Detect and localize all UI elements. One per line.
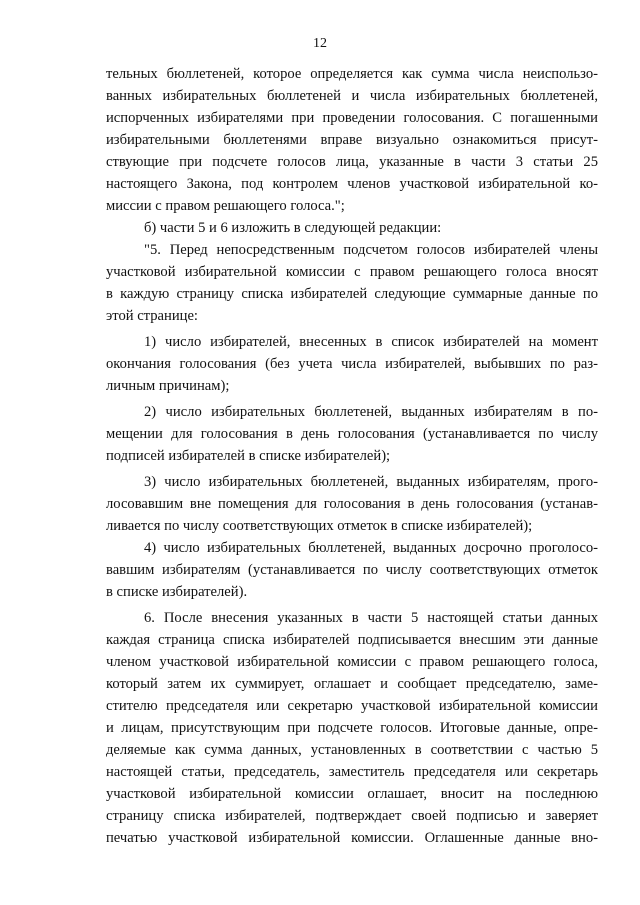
- text-line: миссии с правом решающего голоса.";: [106, 198, 345, 214]
- text-line: и лицам, присутствующим при подсчете голосов. Итоговые данные, опре-: [106, 720, 598, 736]
- text-line: тельных бюллетеней, которое определяется как сумма числа неиспользо-: [106, 66, 598, 82]
- text-line: избирательными бюллетенями вправе визуально ознакомиться присут-: [106, 132, 598, 148]
- text-line: настоящего Закона, под контролем членов участковой избирательной ко-: [106, 176, 598, 192]
- text-line: ливается по числу соответствующих отметок в списке избирателей);: [106, 518, 533, 534]
- text-line: участковой избирательной комиссии оглашает, вносит на последнюю: [106, 786, 598, 802]
- text-line: 2) число избирательных бюллетеней, выданных избирателям в по-: [144, 404, 598, 420]
- text-line: деляемые как сумма данных, установленных в соответствии с частью 5: [106, 742, 598, 758]
- text-line: 3) число избирательных бюллетеней, выданных избирателям, прого-: [144, 474, 598, 490]
- text-line: окончания голосования (без учета числа избирателей, выбывших по раз-: [106, 356, 598, 372]
- text-line: ванных избирательных бюллетеней и числа избирательных бюллетеней,: [106, 88, 598, 104]
- text-line: в списке избирателей).: [106, 584, 248, 600]
- text-line: этой странице:: [106, 308, 198, 324]
- text-line: личным причинам);: [106, 378, 230, 394]
- text-line: ствующие при подсчете голосов лица, указанные в части 3 статьи 25: [106, 154, 598, 170]
- text-line: членом участковой избирательной комиссии с правом решающего голоса,: [106, 654, 598, 670]
- text-line: 1) число избирателей, внесенных в список избирателей на момент: [144, 334, 598, 350]
- text-line: который затем их суммирует, оглашает и сообщает председателю, заме-: [106, 676, 598, 692]
- text-line: участковой избирательной комиссии с правом решающего голоса вносят: [106, 264, 598, 280]
- text-line: страницу списка избирателей, подтверждает своей подписью и заверяет: [106, 808, 598, 824]
- text-line: каждая страница списка избирателей подписывается внесшим эти данные: [106, 632, 598, 648]
- text-line: 4) число избирательных бюллетеней, выданных досрочно проголосо-: [144, 540, 598, 556]
- text-line: подписей избирателей в списке избирателей);: [106, 448, 391, 464]
- page-number: 12: [313, 36, 327, 51]
- text-line: б) части 5 и 6 изложить в следующей редакции:: [144, 220, 442, 236]
- text-line: стителю председателя или секретарю участковой избирательной комиссии: [106, 698, 598, 714]
- text-line: 6. После внесения указанных в части 5 настоящей статьи данных: [144, 610, 598, 626]
- text-line: настоящей статьи, председатель, заместитель председателя или секретарь: [106, 764, 598, 780]
- text-line: в каждую страницу списка избирателей следующие суммарные данные по: [106, 286, 598, 302]
- text-line: печатью участковой избирательной комиссии. Оглашенные данные вно-: [106, 830, 598, 846]
- text-line: лосовавшим вне помещения для голосования в день голосования (устанав-: [106, 496, 598, 512]
- text-line: мещении для голосования в день голосования (устанавливается по числу: [106, 426, 598, 442]
- text-line: "5. Перед непосредственным подсчетом голосов избирателей члены: [144, 242, 598, 258]
- text-line: испорченных избирателями при проведении голосования. С погашенными: [106, 110, 598, 126]
- text-line: вавшим избирателям (устанавливается по числу соответствующих отметок: [106, 562, 598, 578]
